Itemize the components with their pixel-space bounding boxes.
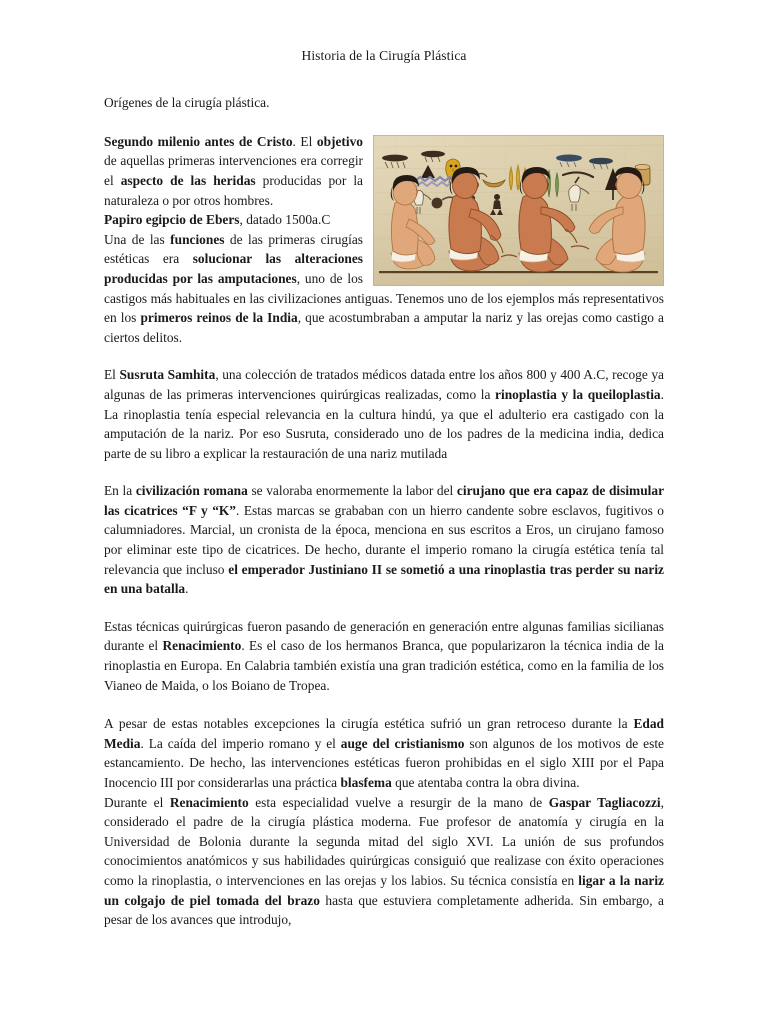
text-p8-s1: Durante el — [104, 794, 170, 810]
text-p3-s1: Una de las — [104, 231, 171, 247]
paragraph-renacimiento-sicilia — [104, 617, 664, 695]
bold-edad-media: Edad Media — [104, 716, 664, 751]
text-p8-s3: esta especialidad vuelve a resurgir de la mano de — [248, 794, 549, 810]
text-p6-s3: . Es el caso de los hermanos Branca, que popularizaron la técnica india de la rinoplastia en Europa. En Calabria también existía una gran tradición estética, como en la familia de los Vianeo de Maida, o los Boiano de Tropea. — [104, 638, 664, 693]
text-p4-s1: El — [104, 367, 120, 383]
bold-renacimiento-1: Renacimiento — [162, 638, 242, 654]
bold-rinoplastia-queiloplastia: rinoplastia y la queiloplastia — [495, 386, 661, 402]
bold-funciones: funciones — [170, 231, 225, 247]
text-p4-s5: . La rinoplastia tenía especial relevancia en la cultura hindú, ya que el adulterio era castigado con la amputación de la nariz. Por eso Susruta, considerado uno de los padres de la medicina india, dedica parte de su libro a explicar la restauración de una nariz mutilada — [104, 386, 664, 461]
bold-emperador-justiniano: el emperador Justiniano II se sometió a una rinoplastia tras perder su nariz en una batalla — [104, 561, 664, 597]
text-p3-s5: , uno de los castigos más habituales en las civilizaciones antiguas. Tenemos uno de los ejemplos más representativos en los — [104, 270, 664, 326]
papyrus-image — [373, 135, 664, 286]
text-p5-s1: En la — [104, 483, 136, 499]
text-p4-s3: , una colección de tratados médicos datada entre los años 800 y 400 A.C, recoge ya algunas de las primeras intervenciones quirúrgicas realizadas, como la — [104, 367, 665, 402]
document-body — [104, 64, 664, 930]
bold-cirujano-cicatrices: cirujano que era capaz de disimular las cicatrices “F y “K” — [104, 483, 665, 518]
page-title: Historia de la Cirugía Plástica — [301, 48, 467, 63]
text-p8-s5: , considerado el padre de la cirugía plástica moderna. Fue profesor de anatomía y cirugía en la Universidad de Bolonia durante la segunda mitad del siglo XVI. La unión de sus profundos conocimientos anatómicos y sus habilidades quirúrgicas consiguió que realizase con éxito operaciones como la rinoplastia, o intervenciones en las orejas y los labios. Su técnica consistía en — [104, 794, 665, 888]
bold-gaspar-tagliacozzi: Gaspar Tagliacozzi — [548, 794, 661, 810]
papyrus-illustration — [373, 135, 664, 286]
text-p8-s7: hasta que estuviera completamente adherida. Sin embargo, a pesar de los avances que introdujo, — [104, 892, 664, 928]
bold-ligar-nariz-colgajo: ligar a la nariz un colgajo de piel tomada del brazo — [104, 872, 664, 908]
paragraph-edad-media — [104, 714, 664, 792]
text-p1-s4: de aquellas primeras intervenciones era corregir el — [104, 153, 363, 188]
text-p5-s5: . Estas marcas se grababan con un hierro candente sobre esclavos, fugitivos o calumniadores. Marcial, un cronista de la época, menciona en sus escritos a Eros, un cirujano famoso por eliminar este tipo de cicatrices. De hecho, durante el imperio romano la cirugía estética tenía tal relevancia que incluso — [104, 502, 665, 577]
spacer — [104, 695, 664, 714]
bold-civilizacion-romana: civilización romana — [135, 483, 248, 499]
text-p5-s7: . — [185, 581, 189, 597]
bold-objetivo: objetivo — [316, 133, 364, 149]
bold-segundo-milenio: Segundo milenio antes de Cristo — [104, 133, 293, 149]
bold-papiro-ebers: Papiro egipcio de Ebers — [104, 212, 240, 228]
bold-blasfema: blasfema — [340, 775, 392, 790]
bold-renacimiento-2: Renacimiento — [169, 794, 249, 810]
bold-auge-cristianismo: auge del cristianismo — [340, 735, 465, 751]
spacer — [104, 347, 664, 365]
text-p1-s6: producidas por la naturaleza o por otros hombres. — [104, 172, 363, 208]
text-p7-s5: son algunos de los motivos de este estancamiento. De hecho, las intervenciones estéticas fueron prohibidas en el siglo XIII por el Papa Inocencio III por considerarlas una práctica — [104, 735, 664, 790]
text-p7-s1: A pesar de estas notables excepciones la cirugía estética sufrió un gran retroceso durante la — [104, 716, 634, 732]
paragraph-susruta-samhita — [104, 365, 664, 463]
text-p5-s3: se valoraba enormemente la labor del — [247, 483, 457, 499]
text-p6-s1: Estas técnicas quirúrgicas fueron pasando de generación en generación entre algunas familias sicilianas durante el — [104, 618, 664, 654]
paragraph-gaspar-tagliacozzi — [104, 793, 664, 930]
intro-line: Orígenes de la cirugía plástica. — [104, 95, 270, 111]
bold-susruta-samhita: Susruta Samhita — [119, 367, 216, 383]
text-p7-s7: que atentaba contra la obra divina. — [391, 775, 580, 790]
bold-aspecto-heridas: aspecto de las heridas — [120, 172, 256, 188]
spacer — [104, 113, 664, 132]
bold-solucionar-alteraciones: solucionar las alteraciones producidas por las amputaciones — [104, 251, 363, 286]
text-p7-s3: . La caída del imperio romano y el — [140, 735, 341, 751]
intro-block-with-figure — [104, 132, 664, 348]
text-p1-s2: . El — [292, 133, 317, 149]
text-p3-s3: de las primeras cirugías estéticas era — [104, 231, 363, 267]
text-p3-s7: , que acostumbraban a amputar la nariz y las orejas como castigo a ciertos delitos. — [104, 310, 664, 345]
spacer — [104, 599, 664, 617]
spacer — [104, 463, 664, 481]
paragraph-civilizacion-romana — [104, 481, 664, 599]
text-p2-s2: , datado 1500a.C — [239, 212, 331, 228]
bold-primeros-reinos-india: primeros reinos de la India — [140, 310, 298, 326]
